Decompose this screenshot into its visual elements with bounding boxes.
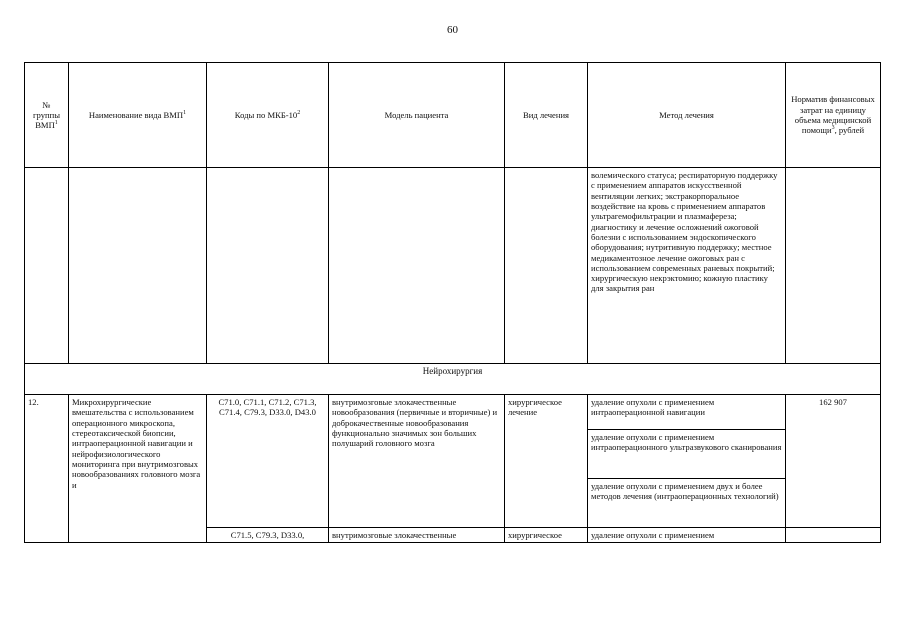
treatment-type-cell: хирургическое [505,528,588,543]
vmp-table [24,62,881,543]
method-cell: удаление опухоли с применением интраоперационного ультразвукового сканирования [588,430,786,479]
method-cell: удаление опухоли с применением двух и более методов лечения (интраоперационных технологий) [588,479,786,528]
header-vmp-name: Наименование вида ВМП$^1$ [69,63,207,168]
section-title: Нейрохирургия [25,364,881,395]
header-group-no: № группы ВМП$^1$ [25,63,69,168]
icd-codes-cell: C71.0, C71.1, C71.2, C71.3, C71.4, C79.3, D33.0, D43.0 [207,395,329,528]
method-cell: удаление опухоли с применением интраоперационной навигации [588,395,786,430]
header-treatment-type: Вид лечения [505,63,588,168]
method-cell: удаление опухоли с применением [588,528,786,543]
group-no-cell: 12. [25,395,69,543]
continuation-method: волемического статуса; респираторную поддержку с применением аппаратов искусственной вентиляции легких; экстракорпоральное воздействие на кровь с применением аппаратов ультрагемофильтрации и плазмафереза; диагностику и лечение осложнений ожоговой болезни с использованием эндоскопического оборудования; нутритивную поддержку; местное медикаментозное лечение ожоговых ран с использованием современных раневых покрытий; хирургическую некрэктомию; кожную пластику для закрытия ран [588,168,786,364]
treatment-type-cell: хирургическое лечение [505,395,588,528]
table-row [25,395,881,430]
continuation-row [25,168,881,364]
header-treatment-method: Метод лечения [588,63,786,168]
header-row [25,63,881,168]
icd-codes-cell: C71.5, C79.3, D33.0, [207,528,329,543]
header-patient-model: Модель пациента [329,63,505,168]
patient-model-cell: внутримозговые злокачественные [329,528,505,543]
header-icd-codes: Коды по МКБ-$10^2$ [207,63,329,168]
patient-model-cell: внутримозговые злокачественные новообразования (первичные и вторичные) и доброкачественные новообразования функционально значимых зон больших полушарий головного мозга [329,395,505,528]
norm-cell: 162 907 [786,395,881,528]
header-norm: Норматив финансовых затрат на единицу объема медицинской помощи$^3$, рублей [786,63,881,168]
vmp-name-cell: Микрохирургические вмешательства с использованием операционного микроскопа, стереотаксической биопсии, интраоперационной навигации и нейрофизиологического мониторинга при внутримозговых новообразованиях головного мозга и [69,395,207,543]
page-number: 60 [447,24,458,36]
section-row [25,364,881,395]
